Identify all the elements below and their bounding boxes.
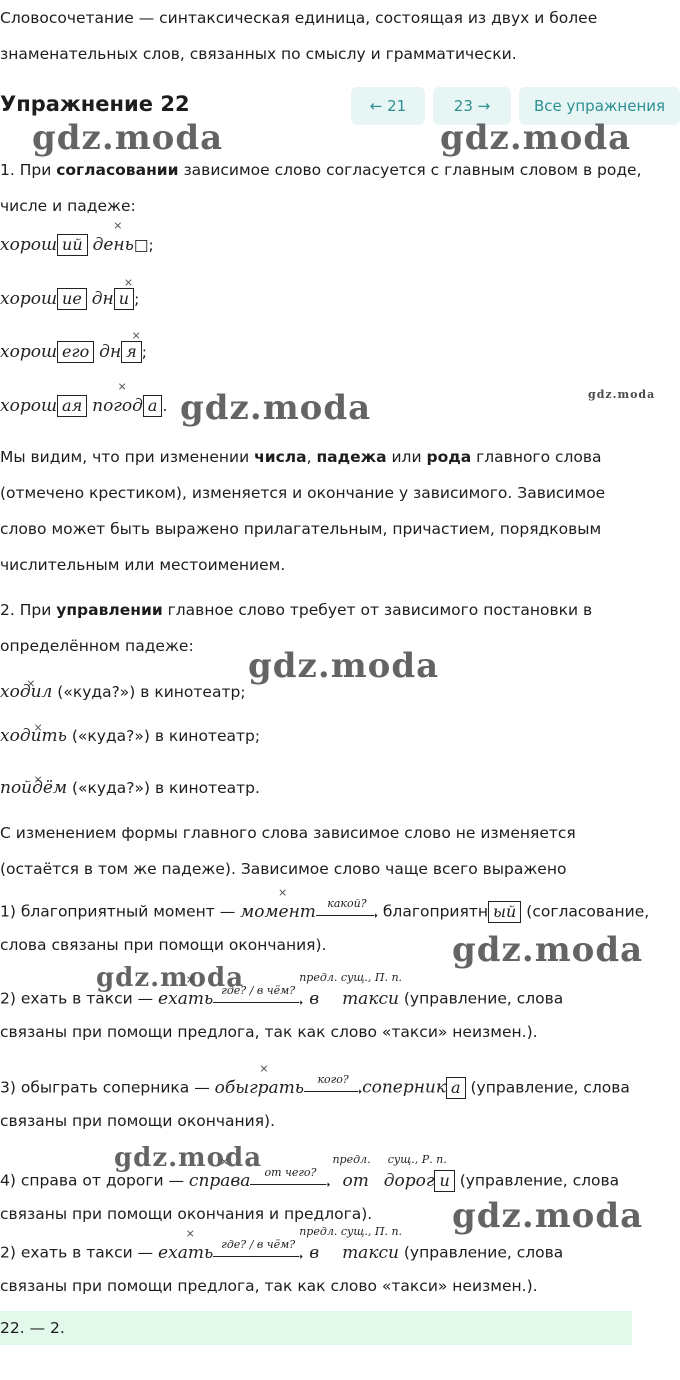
example-word: × погод	[92, 396, 143, 416]
text: связаны при помощи окончания).	[0, 1112, 276, 1130]
main-word: × момент	[240, 902, 316, 922]
text: слово может быть выражено прилагательным, причастием, порядковым	[0, 520, 602, 538]
text: (управление, слова	[398, 989, 564, 1008]
question-label: от чего?	[264, 1166, 317, 1179]
term: числа	[254, 448, 307, 466]
question-arrow: где? / в чём? ➝	[213, 1238, 303, 1268]
word: в	[309, 988, 320, 1009]
punct: .	[162, 397, 168, 415]
text: 1) благоприятный момент —	[0, 902, 241, 921]
punct: ;	[141, 343, 147, 361]
ending-box: ый	[488, 901, 521, 923]
dependent-word: дорог	[383, 1170, 435, 1191]
main-word: × ехать	[158, 989, 213, 1009]
term-government: управлении	[56, 601, 163, 619]
dependent-word: такси	[342, 1242, 399, 1263]
example-stem: хорош	[0, 342, 58, 362]
text: («куда?») в кинотеатр;	[52, 683, 246, 701]
exercise-title: Упражнение 22	[0, 92, 190, 116]
term: падежа	[316, 448, 387, 466]
agreement-example	[0, 234, 154, 256]
summary-paragraph	[0, 815, 576, 887]
question-arrow: от чего? ➝	[250, 1166, 330, 1196]
grammar-tag: предл. сущ., П. п.	[299, 970, 403, 984]
ending-empty: □	[133, 236, 149, 254]
all-exercises-button[interactable]: Все упражнения	[519, 87, 680, 125]
example-item	[0, 1073, 630, 1139]
watermark: gdz.moda	[452, 930, 644, 970]
text: зависимое слово согласуется с главным словом в роде,	[178, 161, 642, 179]
word: от	[342, 1170, 369, 1191]
question-label: где? / в чём?	[221, 1238, 296, 1251]
intro-paragraph	[0, 0, 597, 72]
grammar-tag: предл.	[332, 1152, 371, 1166]
text: (отмечено крестиком), изменяется и окончание у зависимого. Зависимое	[0, 484, 606, 502]
example-stem: хорош	[0, 235, 58, 255]
prev-exercise-button[interactable]: ← 21	[351, 87, 425, 125]
text: определённом падеже:	[0, 637, 194, 655]
intro-line: Словосочетание — синтаксическая единица, состоящая из двух и более	[0, 9, 598, 27]
dependent-word: соперник	[362, 1077, 447, 1098]
watermark: gdz.moda	[32, 118, 224, 158]
text: 2. При	[0, 601, 57, 619]
intro-line: знаменательных слов, связанных по смыслу и грамматически.	[0, 45, 517, 63]
text: (остаётся в том же падеже). Зависимое слово чаще всего выражено	[0, 860, 567, 878]
government-example	[0, 718, 260, 754]
text: ,	[306, 448, 317, 466]
example-stem: хорош	[0, 396, 58, 416]
watermark: gdz.moda	[440, 118, 632, 158]
watermark: gdz.moda	[248, 646, 440, 686]
text: 2) ехать в такси —	[0, 1243, 159, 1262]
ending-box: а	[143, 395, 163, 417]
text: слова связаны при помощи окончания).	[0, 936, 327, 954]
main-word: × обыграть	[215, 1078, 304, 1098]
text: Мы видим, что при изменении	[0, 448, 255, 466]
text: (управление, слова	[398, 1243, 564, 1262]
example-word: × ходил	[0, 682, 52, 702]
text: главного слова	[471, 448, 602, 466]
term-agreement: согласовании	[56, 161, 179, 179]
example-item	[0, 897, 649, 963]
question-label: какой?	[327, 897, 367, 910]
next-exercise-button[interactable]: 23 →	[433, 87, 511, 125]
text: (согласование,	[521, 902, 650, 921]
text: числе и падеже:	[0, 197, 136, 215]
answer-box: 22. — 2.	[0, 1311, 632, 1345]
text: главное слово требует от зависимого постановки в	[162, 601, 593, 619]
text: («куда?») в кинотеатр;	[66, 727, 261, 745]
text: С изменением формы главного слова зависимое слово не изменяется	[0, 824, 576, 842]
agreement-paragraph	[0, 152, 642, 224]
ending-box: × и	[114, 288, 134, 310]
ending-box: его	[57, 341, 94, 363]
punct: ;	[134, 290, 140, 308]
question-label: где? / в чём?	[221, 984, 296, 997]
explanation-paragraph	[0, 439, 605, 583]
example-word: × пойдём	[0, 778, 67, 798]
example-stem: хорош	[0, 289, 58, 309]
term: рода	[426, 448, 472, 466]
government-paragraph	[0, 592, 592, 664]
word: в	[309, 1242, 320, 1263]
agreement-example	[0, 395, 167, 417]
example-word: × день	[93, 235, 134, 255]
government-example	[0, 674, 246, 710]
example-word: дн	[99, 342, 122, 362]
question-arrow: какой? ➝	[316, 897, 378, 927]
text: 3) обыграть соперника —	[0, 1078, 215, 1097]
text: 4) справа от дороги —	[0, 1171, 189, 1190]
watermark: gdz.moda	[588, 388, 656, 401]
watermark: gdz.moda	[114, 1143, 263, 1173]
main-word: × справа	[189, 1171, 251, 1191]
text: («куда?») в кинотеатр.	[67, 779, 260, 797]
dependent-word: благоприятн	[377, 902, 488, 921]
text: связаны при помощи предлога, так как слово «такси» неизмен.).	[0, 1277, 538, 1295]
text: 1. При	[0, 161, 57, 179]
question-arrow: где? / в чём? ➝	[213, 984, 303, 1014]
dependent-word: такси	[342, 988, 399, 1009]
punct: ;	[148, 236, 154, 254]
ending-box: и	[434, 1170, 454, 1192]
text: числительным или местоимением.	[0, 556, 286, 574]
ending-box: а	[446, 1077, 466, 1099]
text: 2) ехать в такси —	[0, 989, 159, 1008]
example-word: дн	[91, 289, 114, 309]
dependent-word-group	[383, 1152, 447, 1191]
main-word: × ехать	[158, 1243, 213, 1263]
ending-box: × я	[121, 341, 142, 363]
preposition	[332, 1152, 371, 1191]
text: или	[386, 448, 427, 466]
agreement-example	[0, 288, 139, 310]
watermark: gdz.moda	[96, 963, 245, 993]
grammar-tag: предл. сущ., П. п.	[299, 1224, 403, 1238]
government-example	[0, 770, 260, 806]
watermark: gdz.moda	[180, 388, 372, 428]
text: (управление, слова	[465, 1078, 630, 1097]
text: связаны при помощи окончания и предлога).	[0, 1205, 373, 1223]
ending-box: ий	[57, 234, 88, 256]
question-label: кого?	[317, 1073, 349, 1086]
text: (управление, слова	[454, 1171, 620, 1190]
agreement-example	[0, 341, 147, 363]
example-word: × ходить	[0, 726, 67, 746]
question-arrow: кого? ➝	[304, 1073, 362, 1103]
ending-box: ая	[57, 395, 87, 417]
ending-box: ие	[57, 288, 87, 310]
grammar-tag: сущ., Р. п.	[387, 1152, 447, 1166]
example-item	[0, 1224, 564, 1304]
text: связаны при помощи предлога, так как слово «такси» неизмен.).	[0, 1023, 538, 1041]
watermark: gdz.moda	[452, 1196, 644, 1236]
